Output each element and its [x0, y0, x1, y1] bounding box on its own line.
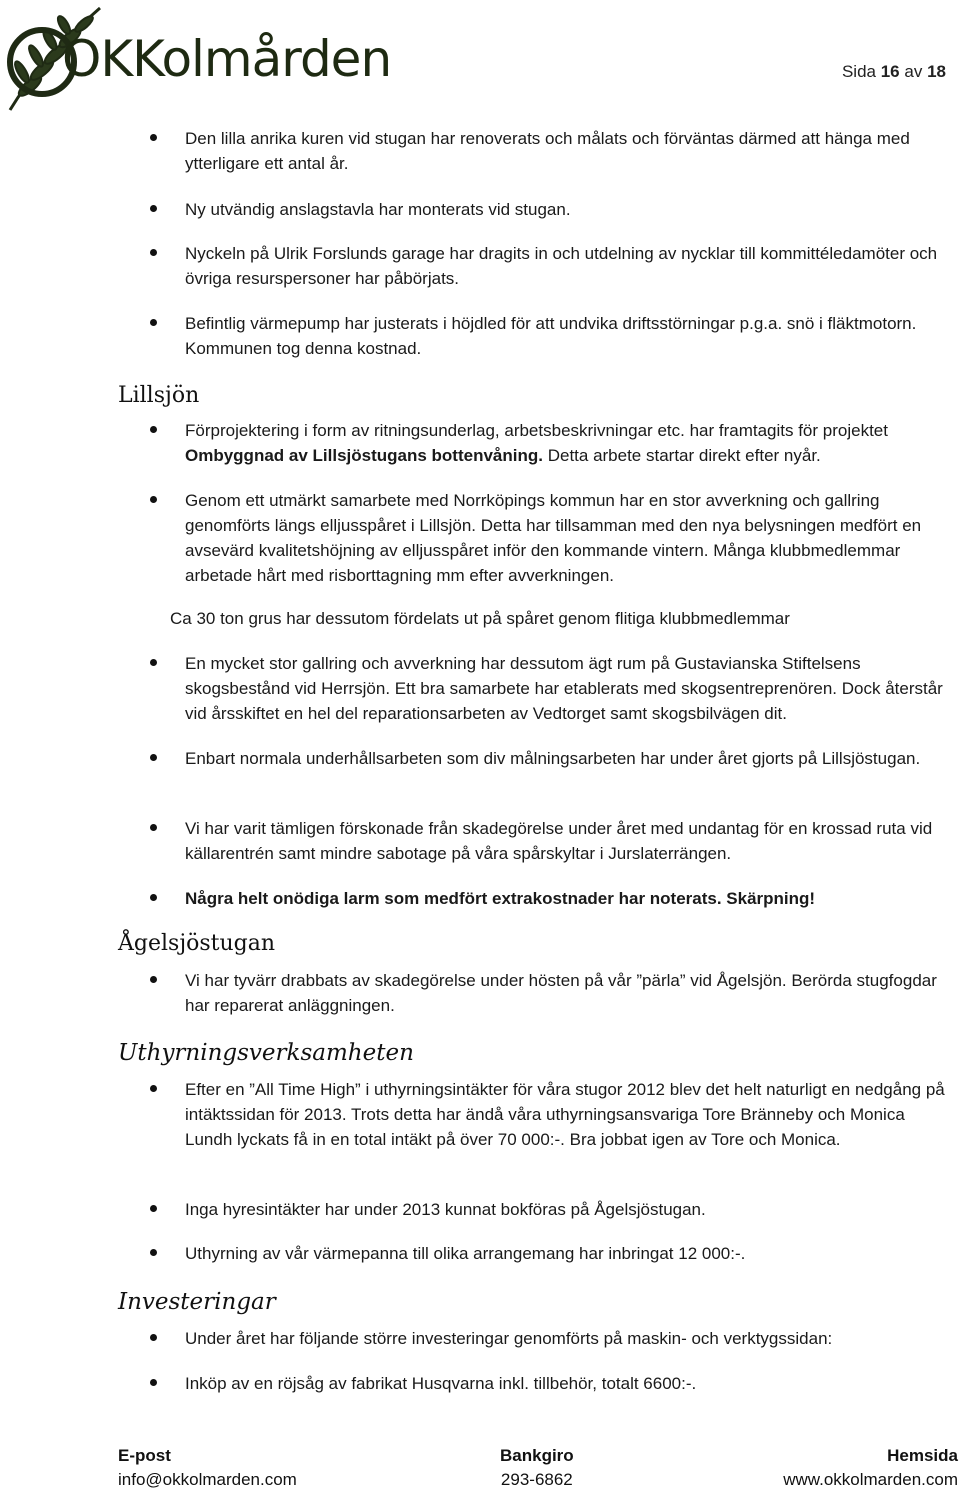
list-item: Förprojektering i form av ritningsunderlag, arbetsbeskrivningar etc. har framtagits för projektet Ombyggnad av Lillsjöstugans bottenvåning. Detta arbete startar direkt efter nyår.: [185, 421, 888, 465]
footer-web-value[interactable]: www.okkolmarden.com: [783, 1470, 958, 1489]
footer-bankgiro: [500, 1444, 574, 1492]
section-heading-lillsjon: Lillsjön: [118, 383, 200, 408]
list-item: Ny utvändig anslagstavla har monterats vid stugan.: [185, 200, 571, 219]
section-heading-uthyrning: Uthyrningsverksamheten: [118, 1040, 414, 1066]
list-item: Genom ett utmärkt samarbete med Norrköpings kommun har en stor avverkning och gallring genomförts längs elljusspåret i Lillsjön. Detta har tillsamman med den nya belysningen medfört en avsevärd kvalitetshöjning av elljusspåret inför den kommande vintern. Många klubbmedlemmar arbetade hårt med risborttagning mm efter avverkningen.: [185, 491, 922, 585]
bullet-icon: [150, 1334, 157, 1341]
list-item: Uthyrning av vår värmepanna till olika arrangemang har inbringat 12 000:-.: [185, 1244, 746, 1263]
club-logo: [0, 0, 400, 120]
bullet-icon: [150, 976, 157, 983]
list-item: Vi har varit tämligen förskonade från skadegörelse under året med undantag för en krossad ruta vid källarentrén samt mindre sabotage på våra spårskyltar i Jurslaterrängen.: [185, 819, 933, 863]
list-item: Några helt onödiga larm som medfört extrakostnader har noterats. Skärpning!: [185, 889, 816, 908]
bullet-icon: [150, 1085, 157, 1092]
bullet-icon: [150, 319, 157, 326]
page-number: Sida 16 av 18: [841, 62, 946, 81]
footer-email-value[interactable]: info@okkolmarden.com: [118, 1470, 297, 1489]
list-item: Nyckeln på Ulrik Forslunds garage har dragits in och utdelning av nycklar till kommittéledamöter och övriga resurspersoner har påbörjats.: [185, 244, 938, 288]
bullet-icon: [150, 894, 157, 901]
logo-wordmark: OKKolmården: [62, 30, 392, 88]
section-heading-investeringar: Investeringar: [118, 1289, 276, 1315]
bullet-icon: [150, 754, 157, 761]
footer-bank-label: Bankgiro: [500, 1446, 574, 1465]
bullet-icon: [150, 426, 157, 433]
list-item: Under året har följande större investeringar genomförts på maskin- och verktygssidan:: [185, 1329, 833, 1348]
list-item: Befintlig värmepump har justerats i höjdled för att undvika driftsstörningar p.g.a. snö i fläktmotorn. Kommunen tog denna kostnad.: [185, 314, 917, 358]
bullet-icon: [150, 1379, 157, 1386]
list-item: Inga hyresintäkter har under 2013 kunnat bokföras på Ågelsjöstugan.: [185, 1200, 706, 1219]
footer-email: [118, 1444, 297, 1492]
list-item: Vi har tyvärr drabbats av skadegörelse under hösten på vår ”pärla” vid Ågelsjön. Berörda stugfogdar har reparerat anläggningen.: [185, 971, 937, 1015]
bullet-icon: [150, 496, 157, 503]
list-item: Inköp av en röjsåg av fabrikat Husqvarna inkl. tillbehör, totalt 6600:-.: [185, 1374, 697, 1393]
bullet-icon: [150, 824, 157, 831]
bullet-icon: [150, 249, 157, 256]
footer-bank-value: 293-6862: [500, 1470, 573, 1489]
footer-email-label: E-post: [118, 1446, 171, 1465]
section-heading-agelsjostugan: Ågelsjöstugan: [118, 931, 276, 956]
paragraph: Ca 30 ton grus har dessutom fördelats ut på spåret genom flitiga klubbmedlemmar: [170, 609, 790, 628]
bullet-icon: [150, 205, 157, 212]
list-item: Enbart normala underhållsarbeten som div målningsarbeten har under året gjorts på Lillsjöstugan.: [185, 749, 921, 768]
list-item: Den lilla anrika kuren vid stugan har renoverats och målats och förväntas därmed att hänga med ytterligare ett antal år.: [185, 129, 910, 173]
bullet-icon: [150, 1205, 157, 1212]
bullet-icon: [150, 134, 157, 141]
footer-website: [783, 1444, 958, 1492]
list-item: Efter en ”All Time High” i uthyrningsintäkter för våra stugor 2012 blev det helt naturligt en nedgång på intäktssidan för 2013. Trots detta har ändå våra uthyrningsansvariga Tore Bränneby och Monica Lundh lyckats få in en total intäkt på över 70 000:-. Bra jobbat igen av Tore och Monica.: [185, 1080, 945, 1149]
bullet-icon: [150, 659, 157, 666]
bullet-icon: [150, 1249, 157, 1256]
list-item: En mycket stor gallring och avverkning har dessutom ägt rum på Gustavianska Stiftelsens skogsbestånd vid Herrsjön. Ett bra samarbete har etablerats med skogsentreprenören. Dock återstår vid årsskiftet en hel del reparationsarbeten av Vedtorget samt skogsbilvägen dit.: [185, 654, 943, 723]
footer-web-label: Hemsida: [887, 1446, 958, 1465]
